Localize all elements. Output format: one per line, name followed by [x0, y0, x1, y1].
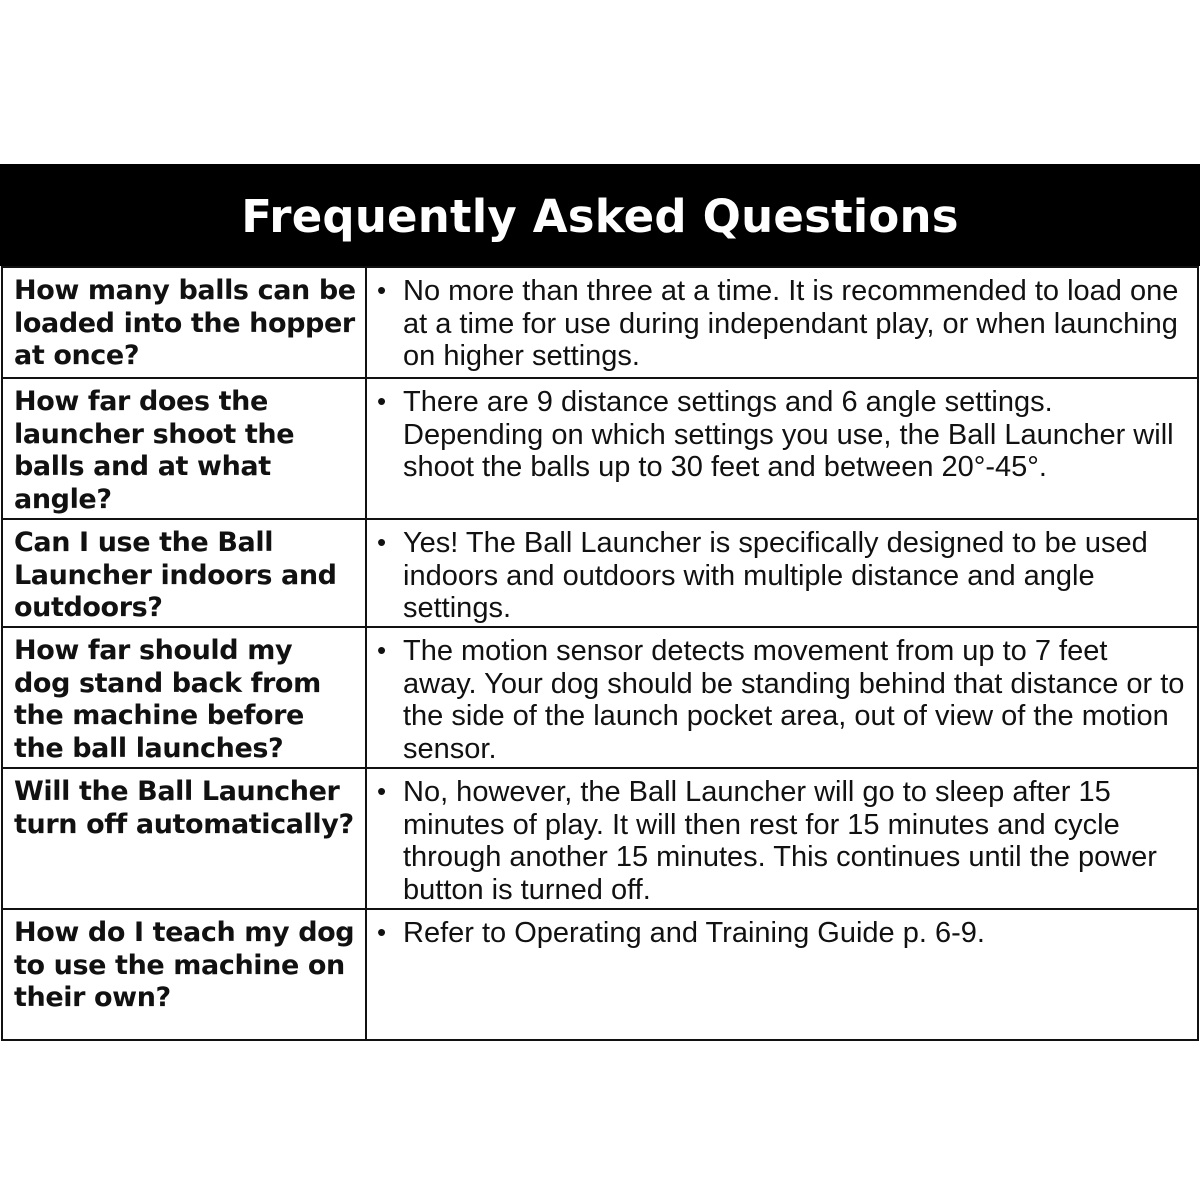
faq-answer-cell [366, 768, 1198, 909]
faq-answer: Yes! The Ball Launcher is specifically designed to be used indoors and outdoors with multiple distance and angle settings. [403, 527, 1148, 624]
faq-row [2, 909, 1198, 1040]
faq-answer: Refer to Operating and Training Guide p. 6-9. [403, 917, 985, 949]
faq-answer-cell [366, 267, 1198, 378]
bullet-icon: • [377, 917, 387, 947]
faq-answer: No, however, the Ball Launcher will go to sleep after 15 minutes of play. It will then rest for 15 minutes and cycle through another 15 minutes. This continues until the power button is turned off. [403, 776, 1157, 906]
faq-row [2, 267, 1198, 378]
faq-question: How far does the launcher shoot the balls and at what angle? [2, 378, 366, 519]
faq-answer: There are 9 distance settings and 6 angle settings. Depending on which settings you use, the Ball Launcher will shoot the balls up to 30 feet and between 20°-45°. [403, 386, 1174, 483]
faq-row [2, 519, 1198, 627]
faq-answer-cell [366, 378, 1198, 519]
faq-question: How do I teach my dog to use the machine on their own? [2, 909, 366, 1040]
faq-row [2, 378, 1198, 519]
faq-answer: The motion sensor detects movement from up to 7 feet away. Your dog should be standing behind that distance or to the side of the launch pocket area, out of view of the motion sensor. [403, 635, 1185, 765]
faq-answer-cell [366, 519, 1198, 627]
faq-question: Can I use the Ball Launcher indoors and outdoors? [2, 519, 366, 627]
faq-row [2, 627, 1198, 768]
faq-question: How far should my dog stand back from the machine before the ball launches? [2, 627, 366, 768]
faq-answer: No more than three at a time. It is recommended to load one at a time for use during independant play, or when launching on higher settings. [403, 275, 1179, 372]
bullet-icon: • [377, 386, 387, 416]
faq-table [1, 266, 1199, 1041]
bullet-icon: • [377, 776, 387, 806]
faq-question: How many balls can be loaded into the hopper at once? [2, 267, 366, 378]
bullet-icon: • [377, 527, 387, 557]
faq-question: Will the Ball Launcher turn off automatically? [2, 768, 366, 909]
faq-card [0, 164, 1200, 1041]
faq-row [2, 768, 1198, 909]
faq-answer-cell [366, 627, 1198, 768]
faq-answer-cell [366, 909, 1198, 1040]
bullet-icon: • [377, 635, 387, 665]
faq-title: Frequently Asked Questions [0, 164, 1200, 266]
bullet-icon: • [377, 275, 387, 305]
